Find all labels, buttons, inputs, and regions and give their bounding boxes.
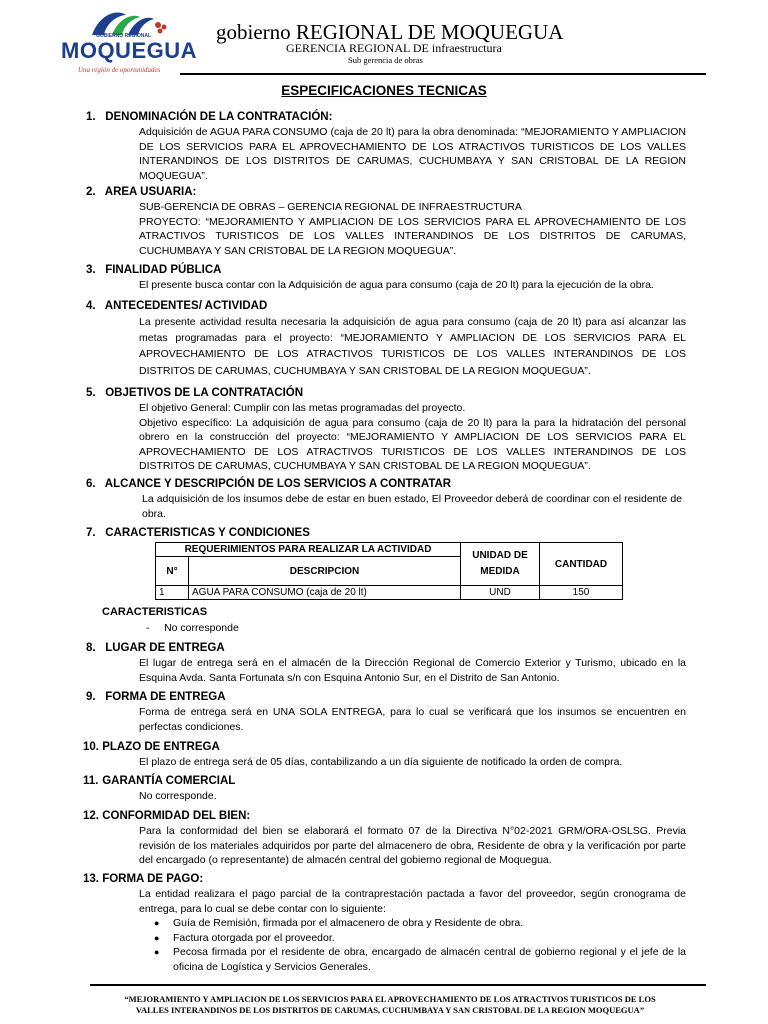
section-10 <box>83 740 686 770</box>
section-9 <box>86 690 686 734</box>
section-heading: 11. GARANTÍA COMERCIAL <box>83 775 236 787</box>
header-divider <box>180 73 706 75</box>
table-col-unit: UNIDAD DE MEDIDA <box>461 543 540 586</box>
table-header-row <box>156 543 623 557</box>
section-body: La presente actividad resulta necesaria la adquisición de agua para consumo (caja de 20 lt) para así alcanzar las metas programadas para el proyecto: “MEJORAMIENTO Y AMPLIACION DE LOS SERVICIOS PARA EL APROVECHAMIENTO DE LOS ATRACTIVOS TURISTICOS DE LOS VALLES INTERANDINOS DE LOS DISTRITOS DE CARUMAS, CUCHUMBAYA Y SAN CRISTOBAL DE LA REGION MOQUEGUA”. <box>139 316 686 377</box>
section-heading: 13. FORMA DE PAGO: <box>83 873 204 885</box>
logo-small-text: GOBIERNO REGIONAL <box>96 33 152 39</box>
list-item: ● Factura otorgada por el proveedor. <box>149 931 686 946</box>
table-group-header: REQUERIMIENTOS PARA REALIZAR LA ACTIVIDAD <box>156 543 461 557</box>
table-col-no: N° <box>156 557 189 586</box>
table-row <box>156 586 623 600</box>
section-6 <box>86 477 686 521</box>
section-heading: 8. LUGAR DE ENTREGA <box>86 642 225 654</box>
section-body: El presente busca contar con la Adquisición de agua para consumo (caja de 20 lt) para la ejecución de la obra. <box>139 279 654 291</box>
section-body: El lugar de entrega será en el almacén de la Dirección Regional de Comercio Exterior y Turismo, ubicado en la Esquina Avda. Santa Fortunata s/n con Esquina Antonio Sur, en el Distrito de San Antonio. <box>139 657 686 684</box>
table-cell-desc: AGUA PARA CONSUMO (caja de 20 lt) <box>189 586 461 600</box>
characteristics-item: - No corresponde <box>146 622 239 634</box>
header-title: gobierno REGIONAL DE MOQUEGUA <box>216 20 564 44</box>
table-col-desc: DESCRIPCION <box>189 557 461 586</box>
header-subtitle: GERENCIA REGIONAL DE infraestructura <box>286 41 502 55</box>
section-heading: 5. OBJETIVOS DE LA CONTRATACIÓN <box>86 387 304 399</box>
section-heading: 4. ANTECEDENTES/ ACTIVIDAD <box>86 300 268 312</box>
section-heading: 2. AREA USUARIA: <box>86 186 197 198</box>
footer-divider <box>90 984 706 986</box>
section-heading: 1. DENOMINACIÓN DE LA CONTRATACIÓN: <box>86 111 333 123</box>
section-body: Forma de entrega será en UNA SOLA ENTREGA, para lo cual se verificará que los insumos se encuentren en perfectas condiciones. <box>139 706 686 733</box>
table-cell-unit: UND <box>461 586 540 600</box>
section-body: No corresponde. <box>139 790 217 802</box>
table-cell-no: 1 <box>156 586 189 600</box>
requirements-table <box>155 542 623 600</box>
section-heading: 7. CARACTERISTICAS Y CONDICIONES <box>86 527 310 539</box>
logo-word: MOQUEGUA <box>61 38 197 63</box>
section-7 <box>86 526 686 541</box>
footer-project-name: “MEJORAMIENTO Y AMPLIACION DE LOS SERVICIOS PARA EL APROVECHAMIENTO DE LOS ATRACTIVOS TURISTICOS DE LOS VALLES INTERANDINOS DE LOS DISTRITOS DE CARUMAS, CUCHUMBAYA Y SAN CRISTOBAL DE LA REGION MOQUEGUA” <box>124 994 656 1015</box>
page-title: ESPECIFICACIONES TECNICAS <box>281 83 487 98</box>
section-8 <box>86 641 686 685</box>
characteristics-title: CARACTERISTICAS <box>102 606 208 618</box>
section-13 <box>83 872 686 975</box>
section-body: Para la conformidad del bien se elaborará el formato 07 de la Directiva N°02-2021 GRM/ORA-OSLSG. Previa revisión de los materiales adquiridos por parte del almacenero de obra, Residente de obra y la verificación por parte del encargado (o representante) de almacén central del gobierno regional de Moquegua. <box>139 825 686 867</box>
section-body: La adquisición de los insumos debe de estar en buen estado, El Proveedor deberá de coordinar con el residente de obra. <box>142 493 682 520</box>
list-item: ● Guía de Remisión, firmada por el almacenero de obra y Residente de obra. <box>149 916 686 931</box>
section-1 <box>86 110 686 183</box>
section-3 <box>86 263 686 293</box>
section-heading: 10. PLAZO DE ENTREGA <box>83 741 220 753</box>
section-body: El objetivo General: Cumplir con las metas programadas del proyecto. Objetivo específico: La adquisición de agua para consumo (caja de 20 lt) para la para la hidratación del personal obrero en la construcción del proyecto: “MEJORAMIENTO Y AMPLIACION DE LOS SERVICIOS PARA EL APROVECHAMIENTO DE LOS ATRACTIVOS TURISTICOS DE LOS VALLES INTERANDINOS DE LOS DISTRITOS DE CARUMAS, CUCHUMBAYA Y SAN CRISTOBAL DE LA REGION MOQUEGUA”. <box>139 402 686 473</box>
section-body: Adquisición de AGUA PARA CONSUMO (caja de 20 lt) para la obra denominada: “MEJORAMIENTO Y AMPLIACION DE LOS SERVICIOS PARA EL APROVECHAMIENTO DE LOS ATRACTIVOS TURISTICOS DE LOS VALLES INTERANDINOS DE LOS DISTRITOS DE CARUMAS, CUCHUMBAYA Y SAN CRISTOBAL DE LA REGION MOQUEGUA”. <box>139 126 686 182</box>
section-body: SUB-GERENCIA DE OBRAS – GERENCIA REGIONAL DE INFRAESTRUCTURA PROYECTO: “MEJORAMIENTO Y AMPLIACION DE LOS SERVICIOS PARA EL APROVECHAMIENTO DE LOS ATRACTIVOS TURISTICOS DE LOS VALLES INTERANDINOS DE LOS DISTRITOS DE CARUMAS, CUCHUMBAYA Y SAN CRISTOBAL DE LA REGION MOQUEGUA”. <box>139 201 686 257</box>
section-heading: 9. FORMA DE ENTREGA <box>86 691 226 703</box>
header-subtitle-2: Sub gerencia de obras <box>348 55 423 65</box>
table-col-qty: CANTIDAD <box>540 543 623 586</box>
section-4 <box>86 299 686 379</box>
section-body: La entidad realizara el pago parcial de la contraprestación pactada a favor del proveedor, según cronograma de entrega, para lo cual se debe contar con lo siguiente: ● Guía de Remisión, firmada por el almacenero de obra y Residente de obra. ● Factura otorgada por el proveedor. ● Pecosa firmada por el residente de obra, encargado de almacén central de gobierno regional y el jefe de la oficina de Logística y Servicios Generales. <box>139 887 686 975</box>
payment-requirements-list <box>149 916 686 974</box>
section-2 <box>86 185 686 258</box>
section-heading: 12. CONFORMIDAD DEL BIEN: <box>83 810 251 822</box>
section-body: El plazo de entrega será de 05 días, contabilizando a un día siguiente de notificado la orden de compra. <box>139 756 623 768</box>
section-12 <box>83 809 686 868</box>
section-5 <box>86 386 686 474</box>
section-heading: 3. FINALIDAD PÚBLICA <box>86 264 222 276</box>
list-item: ● Pecosa firmada por el residente de obra, encargado de almacén central de gobierno regional y el jefe de la oficina de Logística y Servicios Generales. <box>149 945 686 974</box>
logo-tagline: Una región de oportunidades <box>78 66 161 74</box>
section-heading: 6. ALCANCE Y DESCRIPCIÓN DE LOS SERVICIOS A CONTRATAR <box>86 478 452 490</box>
table-cell-qty: 150 <box>540 586 623 600</box>
section-11 <box>83 774 686 804</box>
